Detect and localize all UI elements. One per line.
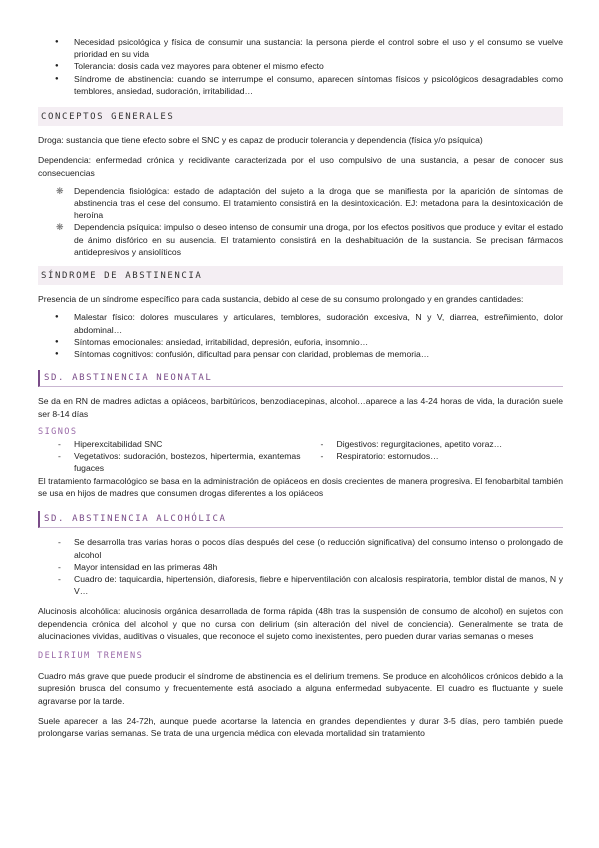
list-item: ● Síntomas emocionales: ansiedad, irritabilidad, depresión, euforia, insomnio… xyxy=(38,336,563,348)
abstinencia-symptoms-list xyxy=(38,311,563,360)
list-item: ● Síntomas cognitivos: confusión, dificultad para pensar con claridad, problemas de memoria… xyxy=(38,348,563,360)
section-heading-alcoholica: SD. ABSTINENCIA ALCOHÓLICA xyxy=(38,511,563,528)
abstinencia-intro: Presencia de un síndrome específico para cada sustancia, debido al cese de su consumo prolongado y en grandes cantidades: xyxy=(38,294,524,305)
dependencia-types-list xyxy=(38,185,563,258)
dependencia-definition: Dependencia: enfermedad crónica y recidivante caracterizada por el uso compulsivo de una sustancia, a pesar de conocer sus consecuencias xyxy=(38,155,563,178)
signos-left-list xyxy=(38,438,301,475)
flower-bullet-icon: ❋ xyxy=(56,185,64,196)
signos-columns xyxy=(38,438,563,475)
list-item: - Cuadro de: taquicardia, hipertensión, diaforesis, fiebre e hiperventilación con alcalosis respiratoria, temblor distal de manos, N y V… xyxy=(58,573,563,597)
list-item: - Respiratorio: estornudos… xyxy=(320,451,439,462)
alcoholica-list xyxy=(38,536,563,597)
list-item: ● Tolerancia: dosis cada vez mayores para obtener el mismo efecto xyxy=(38,60,563,72)
document-page xyxy=(38,36,563,739)
delirium-paragraph-2: Suele aparecer a las 24-72h, aunque puede acortarse la latencia en grandes dependientes y durar 3-5 días, pero también puede prolongarse varias semanas. Se trata de una urgencia médica con elevada mortalidad sin tratamiento xyxy=(38,715,563,738)
list-item: ● Síndrome de abstinencia: cuando se interrumpe el consumo, aparecen síntomas físicos y psicológicos desagradables como temblores, ansiedad, sudoración, irritabilidad… xyxy=(38,73,563,97)
section-heading-conceptos: CONCEPTOS GENERALES xyxy=(38,107,563,126)
top-bullet-list xyxy=(38,36,563,97)
list-item: ❋ Dependencia fisiológica: estado de adaptación del sujeto a la droga que se manifiesta por la aparición de síntomas de abstinencia tras el cese del consumo. El tratamiento consistirá en la desintoxicación. EJ: metadona para la desintoxicación de heroína xyxy=(56,185,563,221)
neonatal-intro: Se da en RN de madres adictas a opiáceos, barbitúricos, benzodiacepinas, alcohol…aparece a las 4-24 horas de vida, la duración suele ser 8-14 días xyxy=(38,396,563,419)
neonatal-treatment: El tratamiento farmacológico se basa en la administración de opiáceos en dosis crecientes de manera progresiva. El fenobarbital también se usa en hijos de madres que consumen drogas diferentes a los opiáceos xyxy=(38,475,563,498)
list-item: - Se desarrolla tras varias horas o pocos días después del cese (o reducción significativa) del consumo intenso o prolongado de alcohol xyxy=(58,537,563,560)
delirium-heading: DELIRIUM TREMENS xyxy=(38,650,144,661)
signos-right-list xyxy=(301,438,564,475)
list-item: - Digestivos: regurgitaciones, apetito voraz… xyxy=(320,439,503,450)
delirium-paragraph-1: Cuadro más grave que puede producir el síndrome de abstinencia es el delirium tremens. Se produce en alcohólicos crónicos debido a la supresión brusca del consumo y frecuentemente está asociado a alguna enfermedad subyacente. El cuadro es fluctuante y suele agravarse por la tarde. xyxy=(38,671,563,706)
list-item: - Mayor intensidad en las primeras 48h xyxy=(58,561,218,572)
list-item: ● Malestar físico: dolores musculares y articulares, temblores, sudoración excesiva, N y V, diarrea, estreñimiento, dolor abdominal… xyxy=(38,311,563,335)
flower-bullet-icon: ❋ xyxy=(56,222,64,233)
section-heading-abstinencia: SÍNDROME DE ABSTINENCIA xyxy=(38,266,563,285)
list-item: ❋ Dependencia psíquica: impulso o deseo intenso de consumir una droga, por los efectos positivos que produce y evitar el estado de ánimo disfórico en su ausencia. El tratamiento consistirá en la deshabituación de la sustancia. Se precisan fármacos antidepresivos y ansiolíticos xyxy=(56,222,563,257)
droga-definition: Droga: sustancia que tiene efecto sobre el SNC y es capaz de producir tolerancia y dependencia (física y/o psíquica) xyxy=(38,135,483,146)
section-heading-neonatal: SD. ABSTINENCIA NEONATAL xyxy=(38,370,563,387)
list-item: - Vegetativos: sudoración, bostezos, hipertermia, exantemas fugaces xyxy=(58,451,301,474)
signos-heading: SIGNOS xyxy=(38,426,78,437)
alucinosis-paragraph: Alucinosis alcohólica: alucinosis orgánica desarrollada de forma rápida (48h tras la suspensión de consumo de alcohol) en sujetos con dependencia crónica del alcohol y que no cursa con delirium (sin alteración del nivel de conciencia). Generalmente se trata de alucinaciones vividas, auditivas o visuales, que reconoce el sujeto como inexistentes, pero pueden durar varias semanas o meses xyxy=(38,606,563,641)
list-item: - Hiperexcitabilidad SNC xyxy=(58,439,163,450)
list-item: ● Necesidad psicológica y física de consumir una sustancia: la persona pierde el control sobre el uso y el consumo se vuelve prioridad en su vida xyxy=(38,36,563,60)
